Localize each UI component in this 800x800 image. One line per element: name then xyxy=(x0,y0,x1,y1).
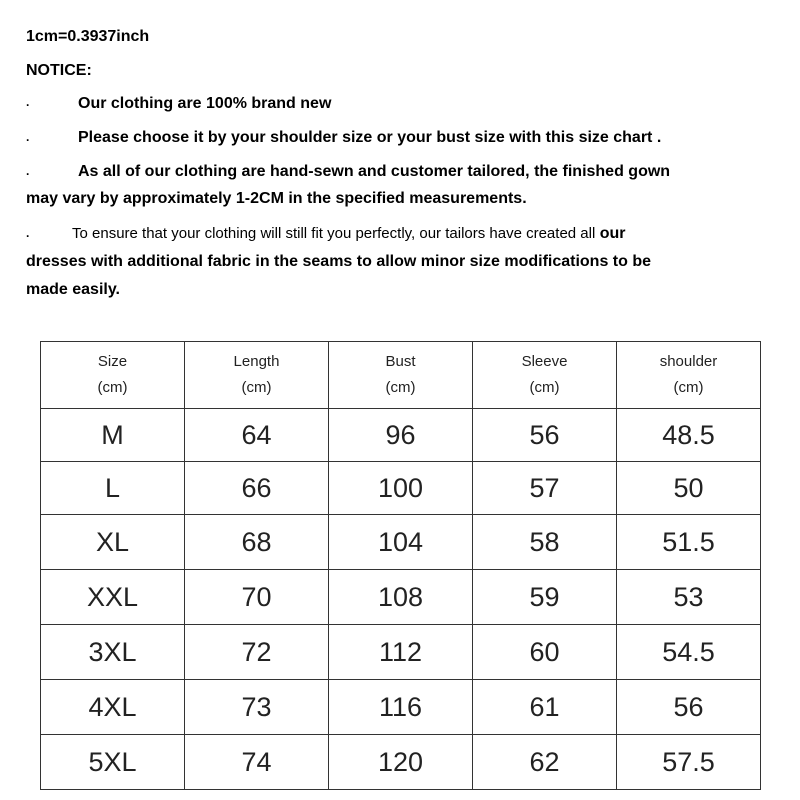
cell-size: 5XL xyxy=(41,735,185,790)
header-unit: (cm) xyxy=(673,379,704,396)
cell-bust: 96 xyxy=(329,409,473,462)
cell-shoulder: 56 xyxy=(617,680,761,735)
column-header-length xyxy=(185,342,329,409)
cell-sleeve: 62 xyxy=(473,735,617,790)
cell-size: L xyxy=(41,462,185,515)
cell-bust: 116 xyxy=(329,680,473,735)
cell-length: 70 xyxy=(185,570,329,625)
notice-section xyxy=(0,0,800,320)
cell-length: 74 xyxy=(185,735,329,790)
cell-bust: 104 xyxy=(329,515,473,570)
cell-size: XL xyxy=(41,515,185,570)
bullet-icon: · xyxy=(26,167,30,181)
cell-sleeve: 58 xyxy=(473,515,617,570)
cell-size: 4XL xyxy=(41,680,185,735)
header-label: Size xyxy=(97,353,128,370)
table-row xyxy=(41,515,761,570)
header-unit: (cm) xyxy=(385,379,416,396)
table-row xyxy=(41,680,761,735)
cell-shoulder: 48.5 xyxy=(617,409,761,462)
cell-bust: 112 xyxy=(329,625,473,680)
tailor-note-text-bold: our xyxy=(595,225,626,242)
table-header-row xyxy=(41,342,761,409)
table-row xyxy=(41,570,761,625)
column-header-size xyxy=(41,342,185,409)
cell-length: 72 xyxy=(185,625,329,680)
cell-sleeve: 61 xyxy=(473,680,617,735)
cell-size: M xyxy=(41,409,185,462)
cell-sleeve: 59 xyxy=(473,570,617,625)
notice-item-continuation: may vary by approximately 1-2CM in the specified measurements. xyxy=(26,190,527,207)
cell-sleeve: 56 xyxy=(473,409,617,462)
tailor-note-line2: dresses with additional fabric in the seams to allow minor size modifications to be xyxy=(26,253,652,270)
notice-item: Our clothing are 100% brand new xyxy=(78,95,332,112)
tailor-note-line3: made easily. xyxy=(26,281,120,298)
notice-heading: NOTICE: xyxy=(26,62,92,79)
cell-shoulder: 54.5 xyxy=(617,625,761,680)
table-row xyxy=(41,462,761,515)
cell-sleeve: 60 xyxy=(473,625,617,680)
cell-length: 64 xyxy=(185,409,329,462)
tailor-note-text: To ensure that your clothing will still fit you perfectly, our tailors have created all xyxy=(72,225,596,242)
table-row xyxy=(41,409,761,462)
size-chart-table xyxy=(40,341,761,790)
header-unit: (cm) xyxy=(529,379,560,396)
cell-length: 66 xyxy=(185,462,329,515)
cell-sleeve: 57 xyxy=(473,462,617,515)
cell-bust: 120 xyxy=(329,735,473,790)
tailor-note-line1 xyxy=(72,225,626,243)
column-header-sleeve xyxy=(473,342,617,409)
cell-bust: 108 xyxy=(329,570,473,625)
cell-shoulder: 50 xyxy=(617,462,761,515)
cell-shoulder: 51.5 xyxy=(617,515,761,570)
unit-conversion: 1cm=0.3937inch xyxy=(26,28,150,45)
notice-item: Please choose it by your shoulder size or your bust size with this size chart . xyxy=(78,129,662,146)
header-label: Sleeve xyxy=(521,353,568,370)
table-row xyxy=(41,735,761,790)
cell-length: 68 xyxy=(185,515,329,570)
bullet-icon: · xyxy=(26,133,30,147)
bullet-icon: · xyxy=(26,98,30,112)
notice-item: As all of our clothing are hand-sewn and customer tailored, the finished gown xyxy=(78,163,671,180)
cell-size: 3XL xyxy=(41,625,185,680)
header-unit: (cm) xyxy=(97,379,128,396)
cell-size: XXL xyxy=(41,570,185,625)
column-header-shoulder xyxy=(617,342,761,409)
cell-bust: 100 xyxy=(329,462,473,515)
table-row xyxy=(41,625,761,680)
cell-shoulder: 53 xyxy=(617,570,761,625)
header-label: Length xyxy=(233,353,280,370)
header-unit: (cm) xyxy=(241,379,272,396)
column-header-bust xyxy=(329,342,473,409)
cell-length: 73 xyxy=(185,680,329,735)
cell-shoulder: 57.5 xyxy=(617,735,761,790)
header-label: shoulder xyxy=(659,353,718,370)
bullet-icon: · xyxy=(26,229,30,243)
header-label: Bust xyxy=(385,353,416,370)
